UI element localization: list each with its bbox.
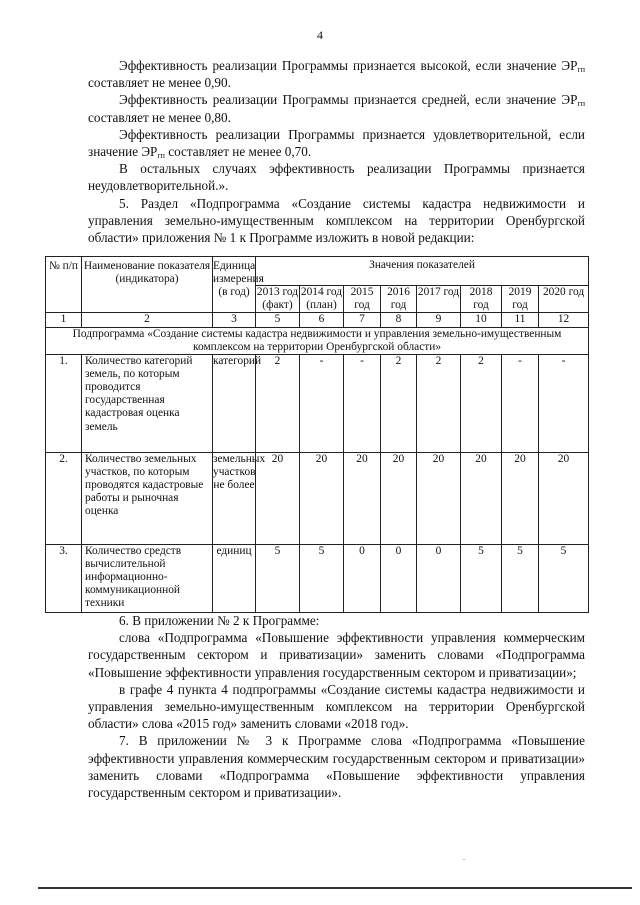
indicator-value: 2 bbox=[256, 354, 300, 452]
table-row bbox=[46, 452, 589, 544]
indicator-value: 20 bbox=[539, 452, 589, 544]
indicator-name: Количество земельных участков, по которым проводятся кадастровые работы и рыночная оценка bbox=[82, 452, 213, 544]
column-numbers-row bbox=[46, 313, 589, 327]
paragraph-efficiency-medium: Эффективность реализации Программы признается средней, если значение $ЭР_{гп}$ составляет не менее 0,80. bbox=[88, 92, 585, 125]
indicator-value: 20 bbox=[344, 452, 381, 544]
header-year: 2017 год bbox=[417, 286, 461, 313]
indicator-name: Количество средств вычислительной информационно-коммуникационной техники bbox=[82, 544, 213, 612]
column-number: 8 bbox=[381, 313, 417, 327]
table-row bbox=[46, 354, 589, 452]
indicator-value: 0 bbox=[381, 544, 417, 612]
indicator-value: 5 bbox=[256, 544, 300, 612]
indicator-value: - bbox=[502, 354, 539, 452]
indicator-value: - bbox=[539, 354, 589, 452]
column-number: 10 bbox=[461, 313, 502, 327]
column-number: 12 bbox=[539, 313, 589, 327]
subprogram-title-row bbox=[46, 327, 589, 354]
column-number: 6 bbox=[300, 313, 344, 327]
column-number: 2 bbox=[82, 313, 213, 327]
indicator-value: 20 bbox=[502, 452, 539, 544]
paragraph-efficiency-unsatisfactory: В остальных случаях эффективность реализации Программы признается неудовлетворительной.». bbox=[88, 161, 585, 194]
indicators-table bbox=[45, 256, 589, 613]
indicator-value: 2 bbox=[417, 354, 461, 452]
paragraph-item-7: 7. В приложении № 3 к Программе слова «Подпрограмма «Повышение эффективности управления коммерческим государственным сектором и приватизации» заменить словами «Подпрограмма «Повышение эффективности управления государственным сектором и приватизации». bbox=[88, 733, 585, 801]
indicator-value: 5 bbox=[300, 544, 344, 612]
header-num: № п/п bbox=[46, 257, 82, 313]
indicator-value: 20 bbox=[417, 452, 461, 544]
indicator-value: 5 bbox=[539, 544, 589, 612]
header-year: 2018 год bbox=[461, 286, 502, 313]
bottom-text-block bbox=[88, 612, 585, 801]
indicator-name: Количество категорий земель, по которым проводится государственная кадастровая оценка земель bbox=[82, 354, 213, 452]
column-number: 3 bbox=[213, 313, 256, 327]
bottom-rule bbox=[38, 887, 632, 889]
paragraph-item-6: 6. В приложении № 2 к Программе: bbox=[119, 613, 320, 628]
indicator-value: 20 bbox=[300, 452, 344, 544]
indicator-unit: единиц bbox=[213, 544, 256, 612]
column-number: 1 bbox=[46, 313, 82, 327]
scan-mark: . bbox=[463, 853, 465, 862]
header-name: Наименование показателя (индикатора) bbox=[82, 257, 213, 313]
indicator-value: 20 bbox=[256, 452, 300, 544]
column-number: 7 bbox=[344, 313, 381, 327]
column-number: 5 bbox=[256, 313, 300, 327]
header-year: 2016 год bbox=[381, 286, 417, 313]
table-row bbox=[46, 544, 589, 612]
indicator-value: 20 bbox=[381, 452, 417, 544]
column-number: 9 bbox=[417, 313, 461, 327]
paragraph-efficiency-high: Эффективность реализации Программы признается высокой, если значение $ЭР_{гп}$ составляет не менее 0,90. bbox=[88, 58, 585, 91]
indicator-value: 2 bbox=[461, 354, 502, 452]
row-number: 2. bbox=[46, 452, 82, 544]
column-number: 11 bbox=[502, 313, 539, 327]
indicator-value: 5 bbox=[502, 544, 539, 612]
indicator-value: 20 bbox=[461, 452, 502, 544]
indicator-value: 0 bbox=[344, 544, 381, 612]
header-year: 2020 год bbox=[539, 286, 589, 313]
row-number: 3. bbox=[46, 544, 82, 612]
paragraph-item-6-column4: в графе 4 пункта 4 подпрограммы «Создание системы кадастра недвижимости и управления земельно-имущественным комплексом на территории Оренбургской области» слова «2015 год» заменить словами «2018 год». bbox=[88, 681, 585, 732]
header-year: 2013 год (факт) bbox=[256, 286, 299, 312]
table-header-row bbox=[46, 257, 589, 286]
paragraph-item-6-words: слова «Подпрограмма «Повышение эффективности управления коммерческим государственным сектором и приватизации» заменить словами «Подпрограмма «Повышение эффективности управления государственным сектором и приватизации»; bbox=[88, 630, 585, 680]
paragraph-item-5: 5. Раздел «Подпрограмма «Создание системы кадастра недвижимости и управления земельно-имущественным комплексом на территории Оренбургской области» приложения № 1 к Программе изложить в новой редакции: bbox=[88, 195, 585, 246]
paragraph-efficiency-satisfactory: Эффективность реализации Программы признается удовлетворительной, если значение $ЭР_{гп}$ составляет не менее 0,70. bbox=[88, 126, 585, 161]
indicator-value: - bbox=[300, 354, 344, 452]
subprogram-title: Подпрограмма «Создание системы кадастра недвижимости и управления земельно-имущественным комплексом на территории Оренбургской области» bbox=[46, 327, 589, 354]
indicator-unit: земельных участков не более bbox=[213, 452, 256, 544]
header-year: 2015 год bbox=[344, 286, 381, 313]
header-year: 2014 год (план) bbox=[300, 286, 343, 312]
header-year: 2019 год bbox=[502, 286, 539, 313]
indicator-unit: категорий bbox=[213, 354, 256, 452]
row-number: 1. bbox=[46, 354, 82, 452]
page-number: 4 bbox=[317, 28, 323, 42]
indicator-value: 0 bbox=[417, 544, 461, 612]
indicator-value: - bbox=[344, 354, 381, 452]
indicator-value: 2 bbox=[381, 354, 417, 452]
header-values: Значения показателей bbox=[256, 257, 589, 286]
indicator-value: 5 bbox=[461, 544, 502, 612]
top-text-block bbox=[88, 57, 585, 246]
header-unit: Единица измерения (в год) bbox=[213, 257, 256, 313]
